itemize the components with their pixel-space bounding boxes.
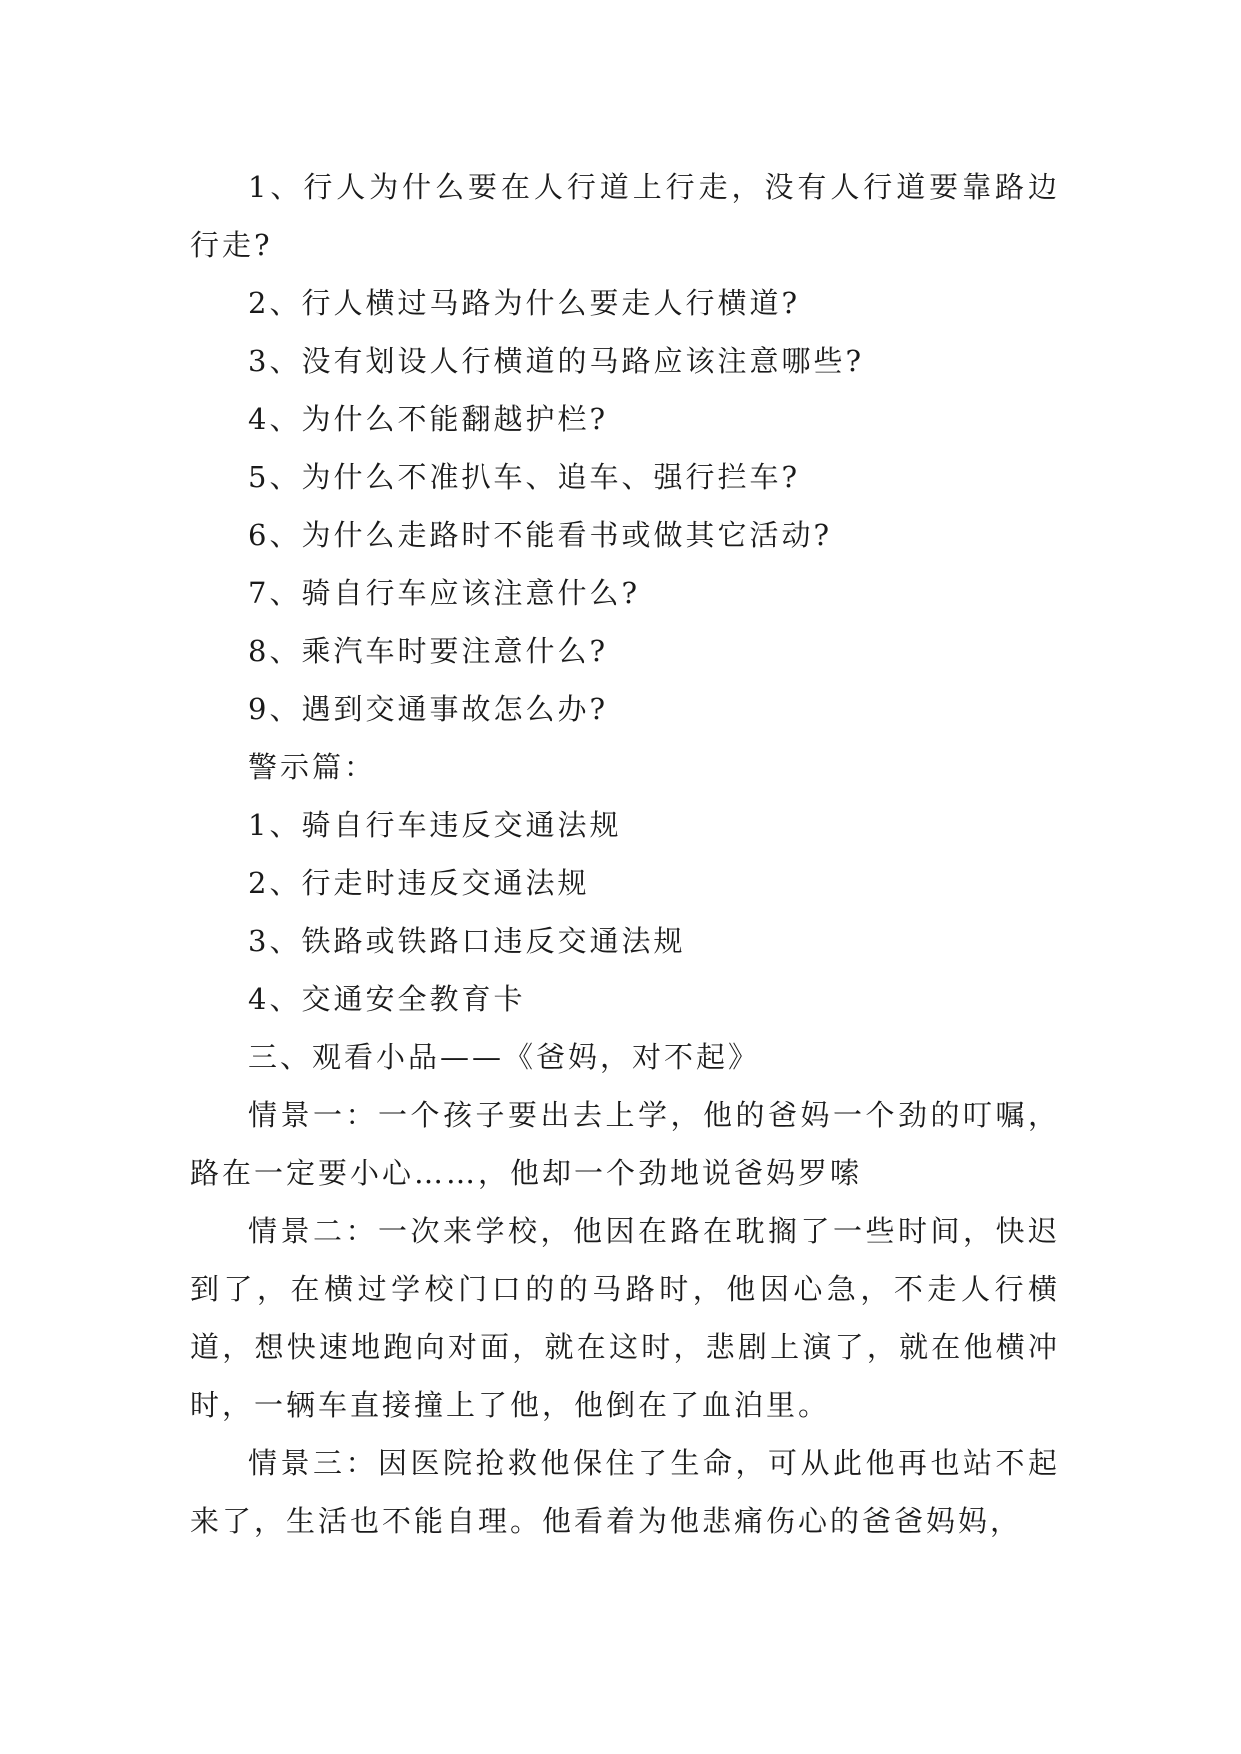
warning-item-4: 4、交通安全教育卡 [248,982,526,1016]
question-2: 2、行人横过马路为什么要走人行横道? [248,286,800,320]
scene-2: 情景二：一次来学校，他因在路在耽搁了一些时间，快迟到了，在横过学校门口的的马路时，他因心急，不走人行横道，想快速地跑向对面，就在这时，悲剧上演了，就在他横冲时，一辆车直接撞上了他，他倒在了血泊里。 [190,1214,1060,1422]
question-7: 7、骑自行车应该注意什么? [248,576,640,610]
question-6: 6、为什么走路时不能看书或做其它活动? [248,518,832,552]
warning-item-2: 2、行走时违反交通法规 [248,866,590,900]
warning-item-1: 1、骑自行车违反交通法规 [248,808,622,842]
section-heading-skit: 三、观看小品——《爸妈，对不起》 [248,1040,761,1074]
question-5: 5、为什么不准扒车、追车、强行拦车? [248,460,800,494]
question-9: 9、遇到交通事故怎么办? [248,692,608,726]
warning-item-3: 3、铁路或铁路口违反交通法规 [248,924,686,958]
scene-1: 情景一：一个孩子要出去上学，他的爸妈一个劲的叮嘱，路在一定要小心……，他却一个劲地说爸妈罗嗦 [190,1098,1060,1190]
question-8: 8、乘汽车时要注意什么? [248,634,608,668]
document-page [190,158,1060,1550]
section-heading-warning: 警示篇： [248,750,377,784]
scene-3: 情景三：因医院抢救他保住了生命，可从此他再也站不起来了，生活也不能自理。他看着为他悲痛伤心的爸爸妈妈， [190,1446,1060,1538]
question-3: 3、没有划设人行横道的马路应该注意哪些? [248,344,864,378]
question-4: 4、为什么不能翻越护栏? [248,402,608,436]
question-1: 1、行人为什么要在人行道上行走，没有人行道要靠路边行走? [190,170,1060,262]
